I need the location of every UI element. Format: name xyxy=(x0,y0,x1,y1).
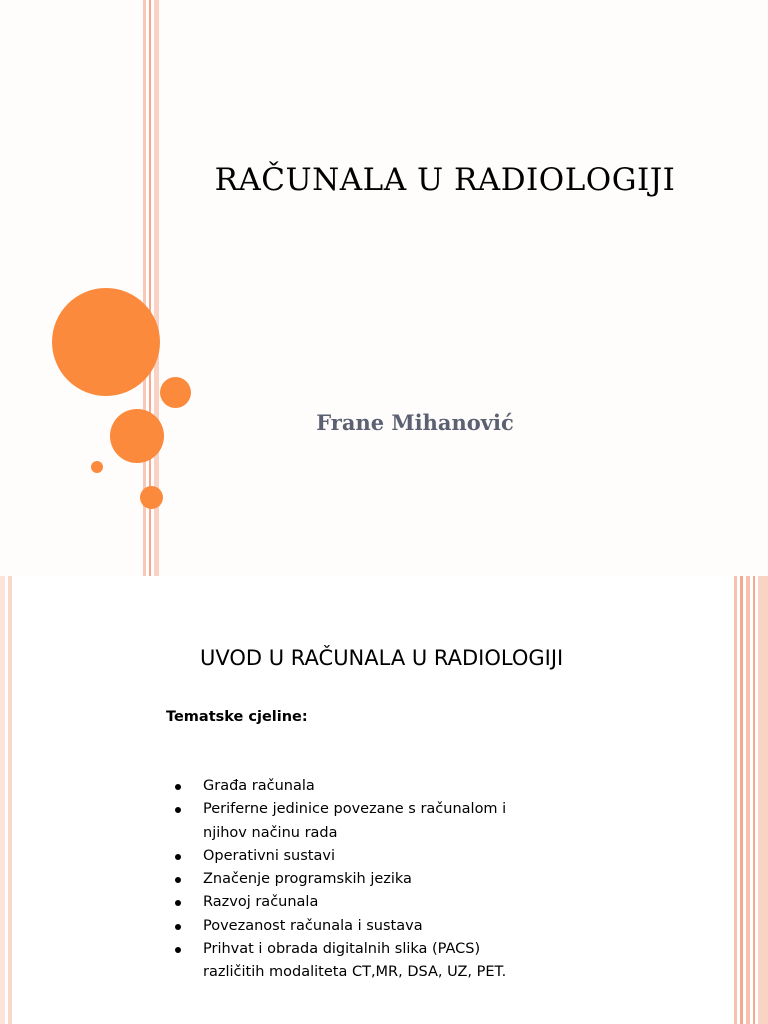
list-item-text: Povezanost računala i sustava xyxy=(203,917,423,934)
content-slide xyxy=(0,576,768,1024)
section-label: Tematske cjeline: xyxy=(166,709,308,725)
list-item-text: Razvoj računala xyxy=(203,894,319,911)
decorative-stripes-right xyxy=(734,576,768,1024)
slide-title: UVOD U RAČUNALA U RADIOLOGIJI xyxy=(200,646,564,670)
list-item-text: Periferne jedinice povezane s računalom i xyxy=(203,801,507,818)
list-item xyxy=(170,775,570,798)
list-item-text: Građa računala xyxy=(203,778,315,794)
list-item-text: njihov načinu rada xyxy=(203,824,338,841)
topic-list xyxy=(170,775,570,985)
list-item xyxy=(170,915,570,938)
author-name: Frane Mihanović xyxy=(316,410,514,435)
list-item xyxy=(170,938,570,985)
list-item xyxy=(170,891,570,914)
decorative-circle-tiny xyxy=(91,461,103,473)
list-item xyxy=(170,845,570,868)
decorative-circle-small xyxy=(160,377,191,408)
list-item-text: Operativni sustavi xyxy=(203,847,335,864)
decorative-circle-small-2 xyxy=(140,486,163,509)
slide-title: RAČUNALA U RADIOLOGIJI xyxy=(214,162,676,198)
list-item-text: Prihvat i obrada digitalnih slika (PACS) xyxy=(203,941,481,958)
list-item-text: Značenje programskih jezika xyxy=(203,871,412,888)
list-item xyxy=(170,798,570,845)
decorative-stripes-left xyxy=(0,576,14,1024)
list-item-text: različitih modaliteta CT,MR, DSA, UZ, PET. xyxy=(203,964,507,981)
decorative-circle-large xyxy=(52,288,160,396)
decorative-circle-medium xyxy=(110,409,164,463)
list-item xyxy=(170,868,570,891)
